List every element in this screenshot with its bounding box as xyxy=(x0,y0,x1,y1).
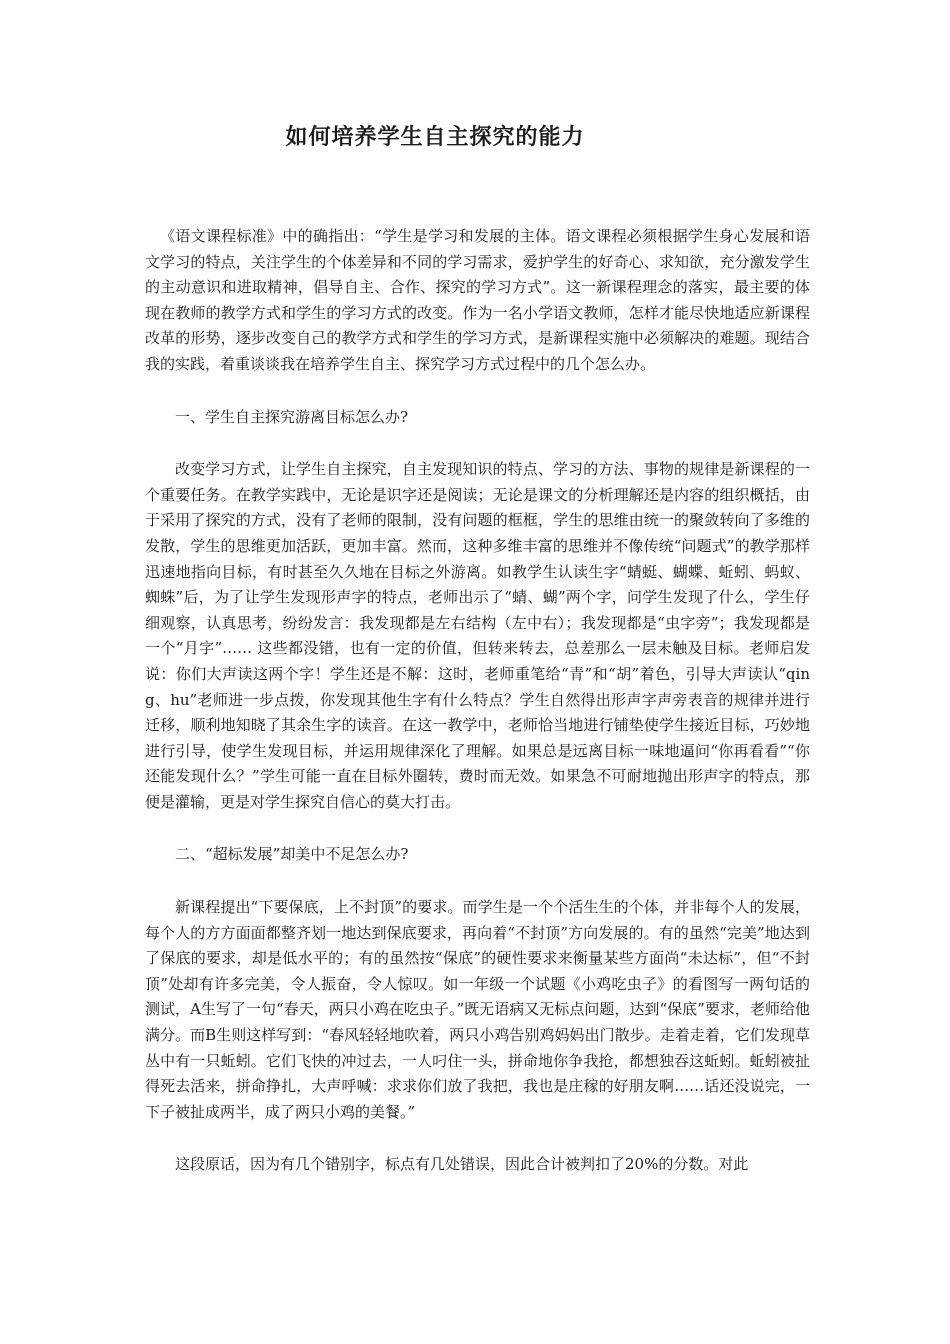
document-title: 如何培养学生自主探究的能力 xyxy=(285,125,585,150)
paragraph-section-2: 新课程提出“下要保底，上不封顶”的要求。而学生是一个个活生生的个体，并非每个人的发展，每个人的方方面面都整齐划一地达到保底要求，再向着“不封顶”方向发展的。有的虽然“完美”地达到了保底的要求，却是低水平的；有的虽然按“保底”的硬性要求来衡量某些方面尚“未达标”，但“不封顶”处却有许多完美，令人振奋，令人惊叹。如一年级一个试题《小鸡吃虫子》的看图写一两句话的测试，A生写了一句“春天，两只小鸡在吃虫子。”既无语病又无标点问题，达到“保底”要求，老师给他满分。而B生则这样写到：“春风轻轻地吹着，两只小鸡告别鸡妈妈出门散步。走着走着，它们发现草丛中有一只蚯蚓。它们飞快的冲过去，一人叼住一头，拼命地你争我抢，都想独吞这蚯蚓。蚯蚓被扯得死去活来，拼命挣扎，大声呼喊：求求你们放了我把，我也是庄稼的好朋友啊……话还没说完，一下子被扯成两半，成了两只小鸡的美餐。” xyxy=(145,898,810,1121)
paragraph-intro: 《语文课程标准》中的确指出：“学生是学习和发展的主体。语文课程必须根据学生身心发展和语文学习的特点，关注学生的个体差异和不同的学习需求，爱护学生的好奇心、求知欲，充分激发学生的主动意识和进取精神，倡导自主、合作、探究的学习方式”。这一新课程理念的落实，最主要的体现在教师的教学方式和学生的学习方式的改变。作为一名小学语文教师，怎样才能尽快地适应新课程改革的形势，逐步改变自己的教学方式和学生的学习方式，是新课程实施中必须解决的难题。现结合我的实践，着重谈谈我在培养学生自主、探究学习方式过程中的几个怎么办。 xyxy=(145,227,810,373)
section-heading-2: 二、“超标发展”却美中不足怎么办? xyxy=(175,845,409,864)
paragraph-continuation: 这段原话，因为有几个错别字，标点有几处错误，因此合计被判扣了20%的分数。对此 xyxy=(175,1155,749,1174)
section-heading-1: 一、学生自主探究游离目标怎么办? xyxy=(175,407,409,426)
document-body xyxy=(145,224,810,1205)
paragraph-section-1: 改变学习方式，让学生自主探究，自主发现知识的特点、学习的方法、事物的规律是新课程的一个重要任务。在教学实践中，无论是识字还是阅读；无论是课文的分析理解还是内容的组织概括，由于采用了探究的方式，没有了老师的限制，没有问题的框框，学生的思维由统一的聚敛转向了多维的发散，学生的思维更加活跃，更加丰富。然而，这种多维丰富的思维并不像传统“问题式”的教学那样迅速地指向目标，有时甚至久久地在目标之外游离。如教学生认读生字“蜻蜓、蝴蝶、蚯蚓、蚂蚁、蜘蛛”后，为了让学生发现形声字的特点，老师出示了“蜻、蝴”两个字，问学生发现了什么，学生仔细观察，认真思考，纷纷发言：我发现都是左右结构（左中右）；我发现都是“虫字旁”；我发现都是一个“月字”…… 这些都没错，也有一定的价值，但转来转去，总差那么一层未触及目标。老师启发说：你们大声读这两个字！学生还是不解：这时，老师重笔给“青”和“胡”着色，引导大声读认“qing、hu”老师进一步点拨，你发现其他生字有什么特点？学生自然得出形声字声旁表音的规律并进行迁移，顺利地知晓了其余生字的读音。在这一教学中，老师恰当地进行铺垫使学生接近目标，巧妙地进行引导，使学生发现目标，并运用规律深化了理解。如果总是远离目标一味地逼问“你再看看”“你还能发现什么？”学生可能一直在目标外圈转，费时而无效。如果急不可耐地抛出形声字的特点，那便是灌输，更是对学生探究自信心的莫大打击。 xyxy=(145,460,810,811)
